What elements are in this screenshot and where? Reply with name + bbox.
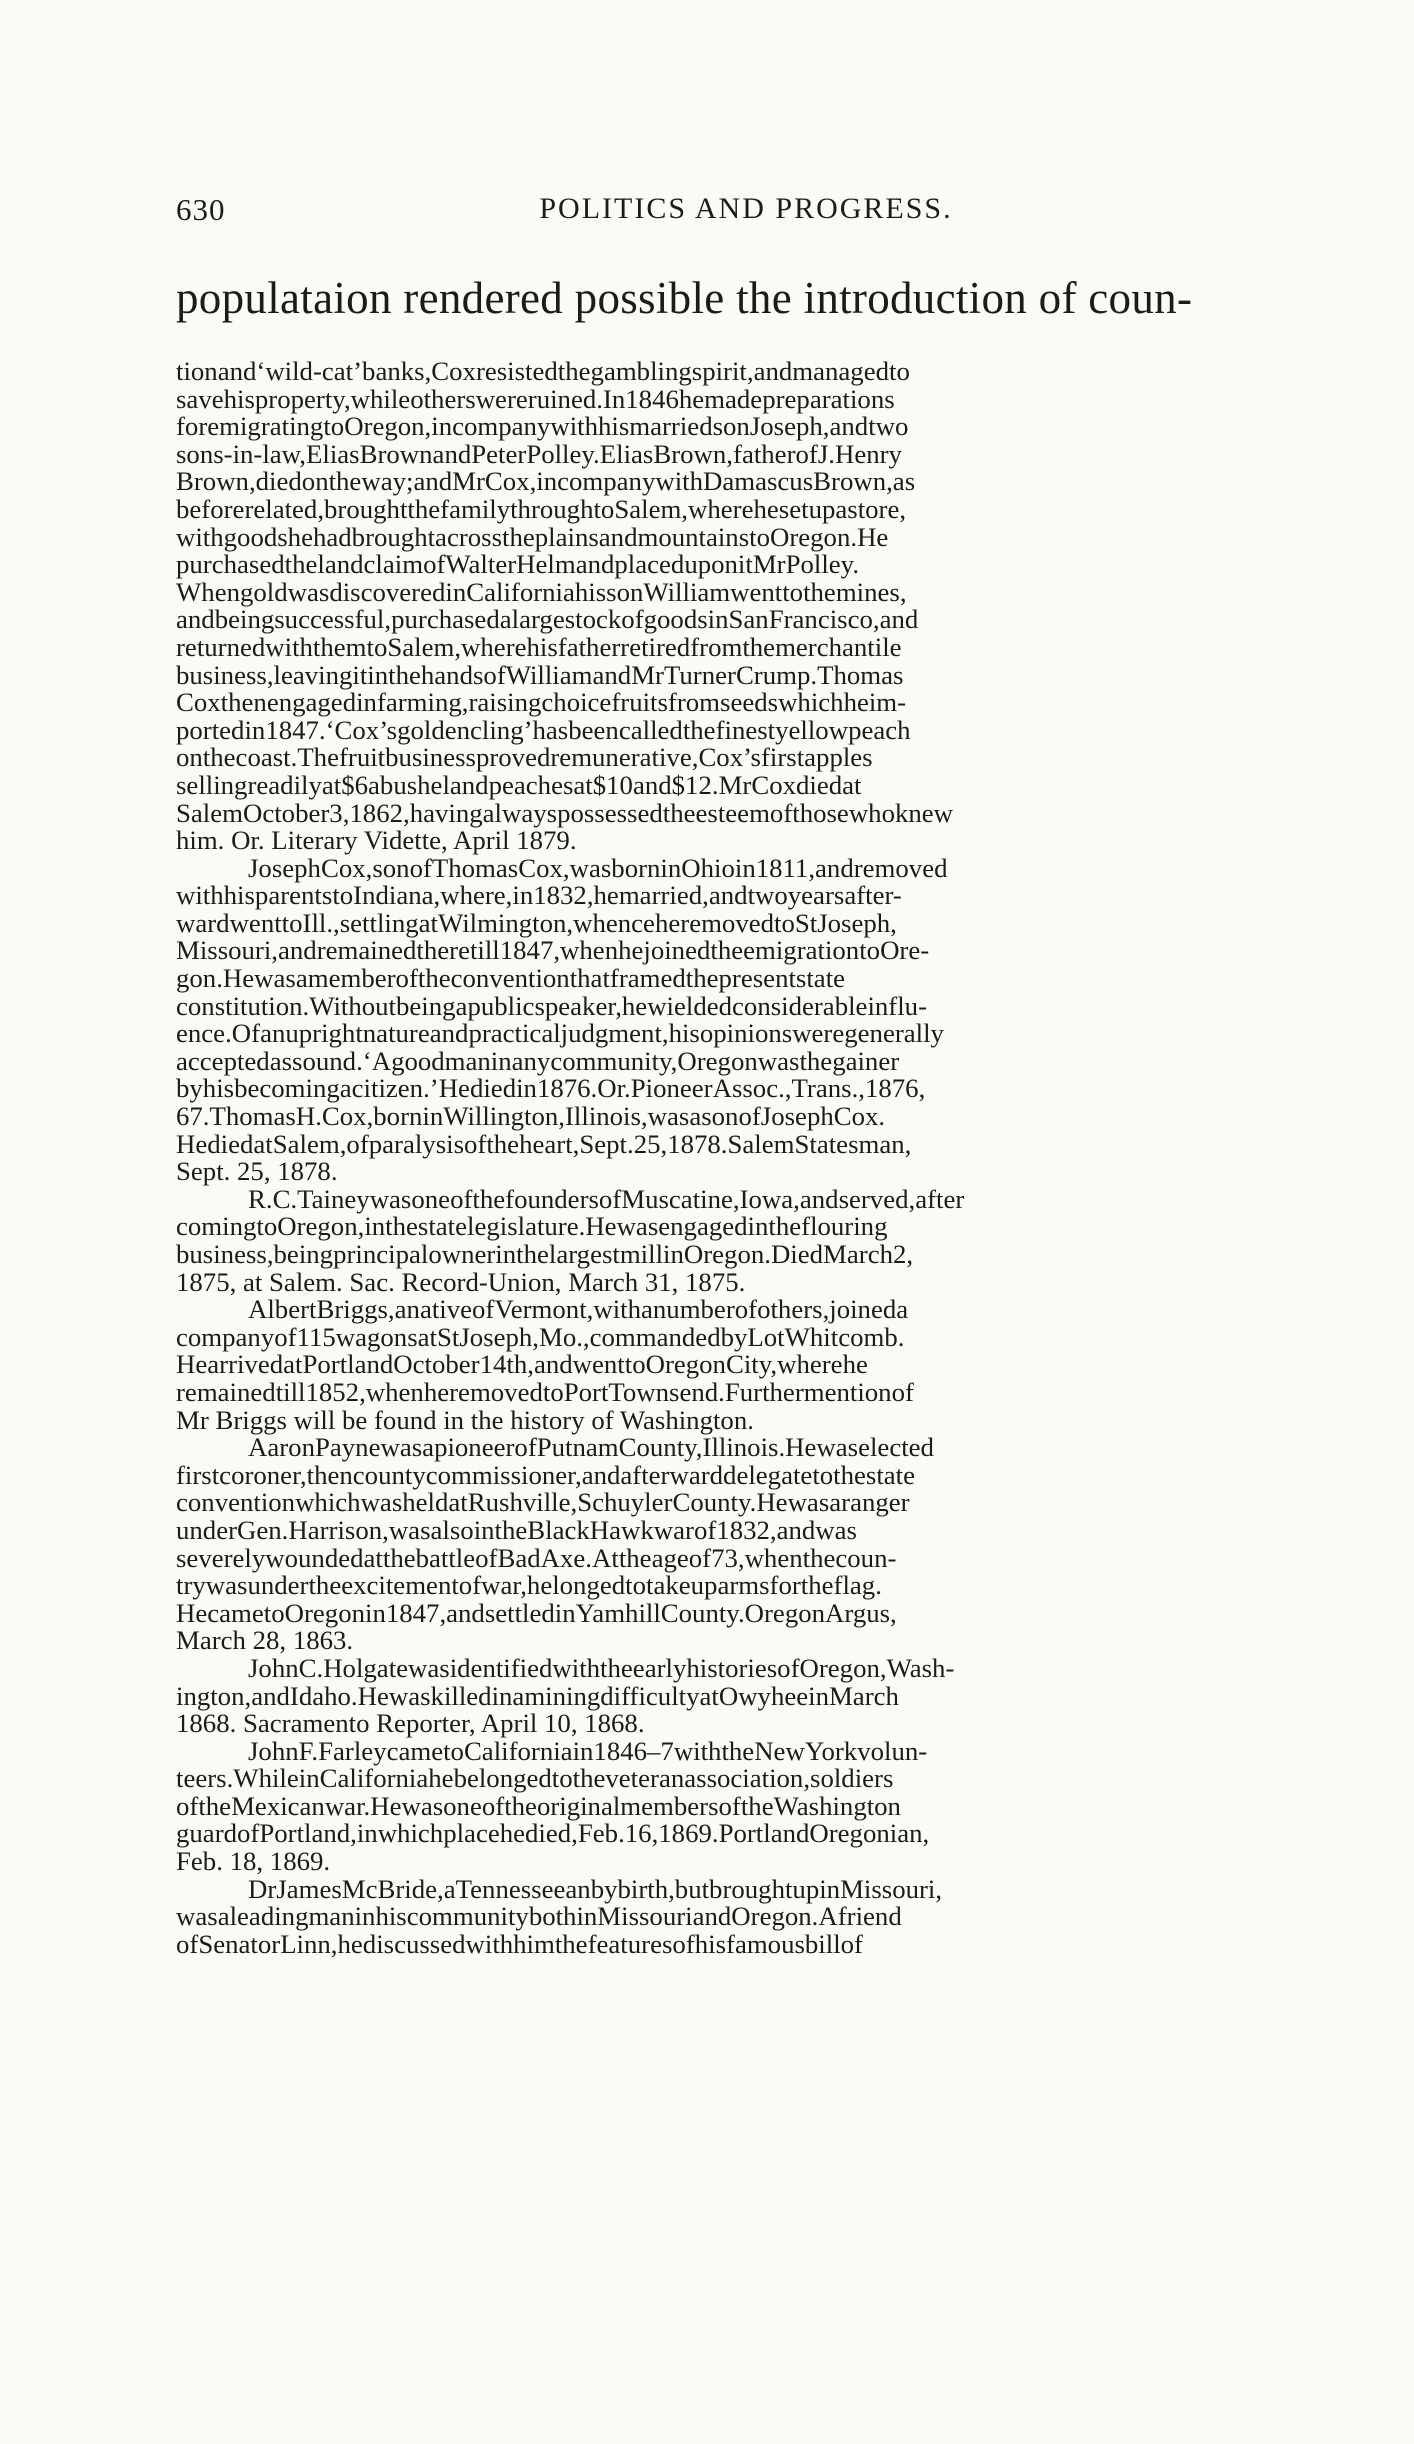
paragraph: [176, 1652, 1316, 1739]
paragraph: [176, 1296, 1316, 1434]
lead-line: populataion rendered possible the introduction of coun-: [176, 273, 1193, 323]
text-line: constitution.Withoutbeingapublicspeaker,hewieldedconsiderableinflu-: [176, 990, 927, 1021]
text-line: 1875, at Salem. Sac. Record-Union, March 31, 1875.: [176, 1266, 746, 1297]
text-line: 1868. Sacramento Reporter, April 10, 1868.: [176, 1708, 645, 1739]
text-line: severelywoundedatthebattleofBadAxe.Attheageof73,whenthecoun-: [176, 1542, 897, 1573]
text-line: HecametoOregonin1847,andsettledinYamhillCounty.OregonArgus,: [176, 1597, 897, 1628]
text-line: business,leavingitinthehandsofWilliamandMrTurnerCrump.Thomas: [176, 659, 904, 690]
text-line: tionand‘wild-cat’banks,Coxresistedthegamblingspirit,andmanagedto: [176, 356, 910, 386]
text-line: Mr Briggs will be found in the history of Washington.: [176, 1404, 754, 1435]
page-number: 630: [176, 192, 226, 227]
text-line: HearrivedatPortlandOctober14th,andwenttoOregonCity,wherehe: [176, 1349, 868, 1380]
text-line: WhengoldwasdiscoveredinCaliforniahissonWilliamwenttothemines,: [176, 576, 907, 607]
text-line: ofSenatorLinn,hediscussedwithhimthefeaturesofhisfamousbillof: [176, 1928, 863, 1959]
text-line: withhisparentstoIndiana,where,in1832,hemarried,andtwoyearsafter-: [176, 880, 902, 911]
text-line: remainedtill1852,whenheremovedtoPortTownsend.Furthermentionof: [176, 1376, 914, 1407]
text-line: ence.Ofanuprightnatureandpracticaljudgment,hisopinionsweregenerally: [176, 1018, 944, 1049]
text-line: byhisbecomingacitizen.’Hediedin1876.Or.PioneerAssoc.,Trans.,1876,: [176, 1073, 926, 1104]
text-line: Sept. 25, 1878.: [176, 1156, 338, 1187]
text-line: JohnC.HolgatewasidentifiedwiththeearlyhistoriesofOregon,Wash-: [248, 1652, 955, 1683]
text-line: returnedwiththemtoSalem,wherehisfatherretiredfromthemerchantile: [176, 631, 902, 662]
text-line: teers.WhileinCaliforniahebelongedtotheveteranassociation,soldiers: [176, 1763, 894, 1794]
text-line: Coxthenengagedinfarming,raisingchoicefruitsfromseedswhichheim-: [176, 687, 907, 718]
text-line: wasaleadingmaninhiscommunitybothinMissouriandOregon.Afriend: [176, 1901, 902, 1932]
paragraph: [176, 1873, 1316, 1959]
text-line: underGen.Harrison,wasalsointheBlackHawkwarof1832,andwas: [176, 1514, 857, 1545]
text-line: onthecoast.Thefruitbusinessprovedremunerative,Cox’sfirstapples: [176, 742, 873, 773]
text-line: him. Or. Literary Vidette, April 1879.: [176, 825, 577, 856]
text-line: savehisproperty,whileotherswereruined.In1846hemadepreparations: [176, 383, 895, 414]
text-line: foremigratingtoOregon,incompanywithhismarriedsonJoseph,andtwo: [176, 411, 909, 442]
text-line: Missouri,andremainedtheretill1847,whenhejoinedtheemigrationtoOre-: [176, 935, 930, 966]
text-line: DrJamesMcBride,aTennesseeanbybirth,butbroughtupinMissouri,: [248, 1873, 943, 1904]
text-line: wardwenttoIll.,settlingatWilmington,whenceheremovedtoStJoseph,: [176, 907, 897, 938]
text-line: R.C.TaineywasoneofthefoundersofMuscatine,Iowa,andserved,after: [248, 1183, 965, 1214]
text-line: ington,andIdaho.HewaskilledinaminingdifficultyatOwyheeinMarch: [176, 1680, 899, 1711]
text-line: andbeingsuccessful,purchasedalargestockofgoodsinSanFrancisco,and: [176, 604, 919, 635]
text-line: Feb. 18, 1869.: [176, 1846, 331, 1877]
text-line: sellingreadilyat$6abushelandpeachesat$10and$12.MrCoxdiedat: [176, 769, 862, 800]
text-line: firstcoroner,thencountycommissioner,andafterwarddelegatetothestate: [176, 1459, 916, 1490]
text-line: JosephCox,sonofThomasCox,wasborninOhioin1811,andremoved: [248, 852, 948, 883]
text-line: gon.Hewasamemberoftheconventionthatframedthepresentstate: [176, 963, 846, 994]
text-line: acceptedassound.‘Agoodmaninanycommunity,Oregonwasthegainer: [176, 1045, 900, 1076]
page-header: [176, 192, 1316, 232]
text-line: HediedatSalem,ofparalysisoftheheart,Sept.25,1878.SalemStatesman,: [176, 1128, 912, 1159]
text-line: sons-in-law,EliasBrownandPeterPolley.EliasBrown,fatherofJ.Henry: [176, 438, 902, 469]
text-line: oftheMexicanwar.HewasoneoftheoriginalmembersoftheWashington: [176, 1790, 901, 1821]
paragraph: [176, 852, 1316, 1187]
paragraph: [176, 1183, 1316, 1297]
text-line: guardofPortland,inwhichplacehedied,Feb.16,1869.PortlandOregonian,: [176, 1818, 930, 1849]
text-line: trywasundertheexcitementofwar,helongedtotakeuparmsfortheflag.: [176, 1570, 882, 1601]
text-line: SalemOctober3,1862,havingalwayspossessedtheesteemofthosewhoknew: [176, 797, 954, 828]
text-line: AlbertBriggs,anativeofVermont,withanumberofothers,joineda: [248, 1294, 909, 1325]
text-line: Brown,diedontheway;andMrCox,incompanywithDamascusBrown,as: [176, 466, 916, 497]
paragraph: [176, 358, 1316, 855]
text-line: conventionwhichwasheldatRushville,SchuylerCounty.Hewasaranger: [176, 1487, 910, 1518]
paragraph: [176, 1434, 1316, 1655]
text-line: JohnF.FarleycametoCaliforniain1846–7withtheNewYorkvolun-: [248, 1735, 928, 1766]
body-text: [176, 358, 1316, 1958]
running-title: POLITICS AND PROGRESS.: [539, 192, 953, 225]
text-line: March 28, 1863.: [176, 1625, 354, 1656]
text-line: companyof115wagonsatStJoseph,Mo.,commandedbyLotWhitcomb.: [176, 1321, 905, 1352]
text-line: AaronPaynewasapioneerofPutnamCounty,Illinois.Hewaselected: [248, 1432, 934, 1463]
text-line: portedin1847.‘Cox’sgoldencling’hasbeencalledthefinestyellowpeach: [176, 714, 911, 745]
paragraph: [176, 1735, 1316, 1877]
text-line: purchasedthelandclaimofWalterHelmandplaceduponitMrPolley.: [176, 549, 860, 580]
text-line: business,beingprincipalownerinthelargestmillinOregon.DiedMarch2,: [176, 1239, 914, 1269]
text-line: comingtoOregon,inthestatelegislature.Hewasengagedintheflouring: [176, 1211, 888, 1242]
text-line: beforerelated,broughtthefamilythroughtoSalem,wherehesetupastore,: [176, 493, 907, 524]
text-line: 67.ThomasH.Cox,borninWillington,Illinois,wasasonofJosephCox.: [176, 1101, 886, 1132]
text-line: withgoodshehadbroughtacrosstheplainsandmountainstoOregon.He: [176, 521, 889, 552]
